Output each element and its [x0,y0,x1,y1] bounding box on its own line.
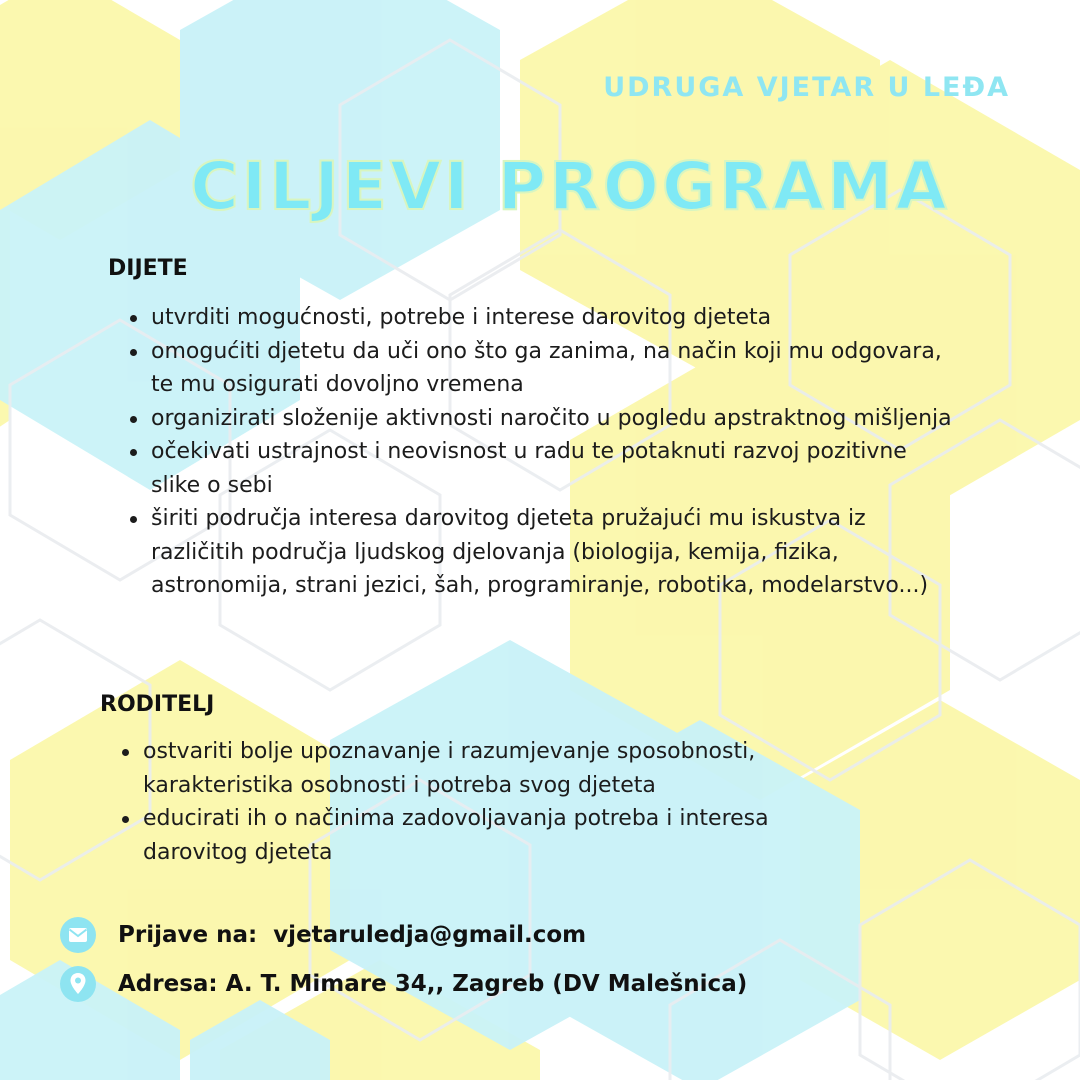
list-item: utvrditi mogućnosti, potrebe i interese darovitog djeteta [125,301,955,335]
list-item: educirati ih o načinima zadovoljavanja potreba i interesa darovitog djeteta [117,802,877,869]
child-goals-list [125,301,955,603]
child-section-heading: DIJETE [108,256,188,281]
location-pin-icon [60,966,96,1002]
list-item: očekivati ustrajnost i neovisnost u radu te potaknuti razvoj pozitivne slike o sebi [125,435,955,502]
mail-icon [60,917,96,953]
contact-address [60,966,747,1002]
list-item: omogućiti djetetu da uči ono što ga zanima, na način koji mu odgovara, te mu osigurati dovoljno vremena [125,335,955,402]
list-item: organizirati složenije aktivnosti naročito u pogledu apstraktnog mišljenja [125,402,955,436]
address-text: Adresa: A. T. Mimare 34,, Zagreb (DV Malešnica) [118,971,748,997]
parent-goals-list [117,735,877,869]
page-title: CILJEVI PROGRAMA [190,148,950,225]
parent-section-heading: RODITELJ [100,692,215,717]
list-item: širiti područja interesa darovitog djeteta pružajući mu iskustva iz različitih područja ljudskog djelovanja (biologija, kemija, fizika, astronomija, strani jezici, šah, programiranje, robotika, modelarstvo...) [125,502,955,603]
contact-email [60,917,586,953]
email-text: Prijave na: vjetaruledja@gmail.com [118,922,587,948]
list-item: ostvariti bolje upoznavanje i razumjevanje sposobnosti, karakteristika osobnosti i potreba svog djeteta [117,735,877,802]
organization-name: UDRUGA VJETAR U LEĐA [603,72,1010,103]
